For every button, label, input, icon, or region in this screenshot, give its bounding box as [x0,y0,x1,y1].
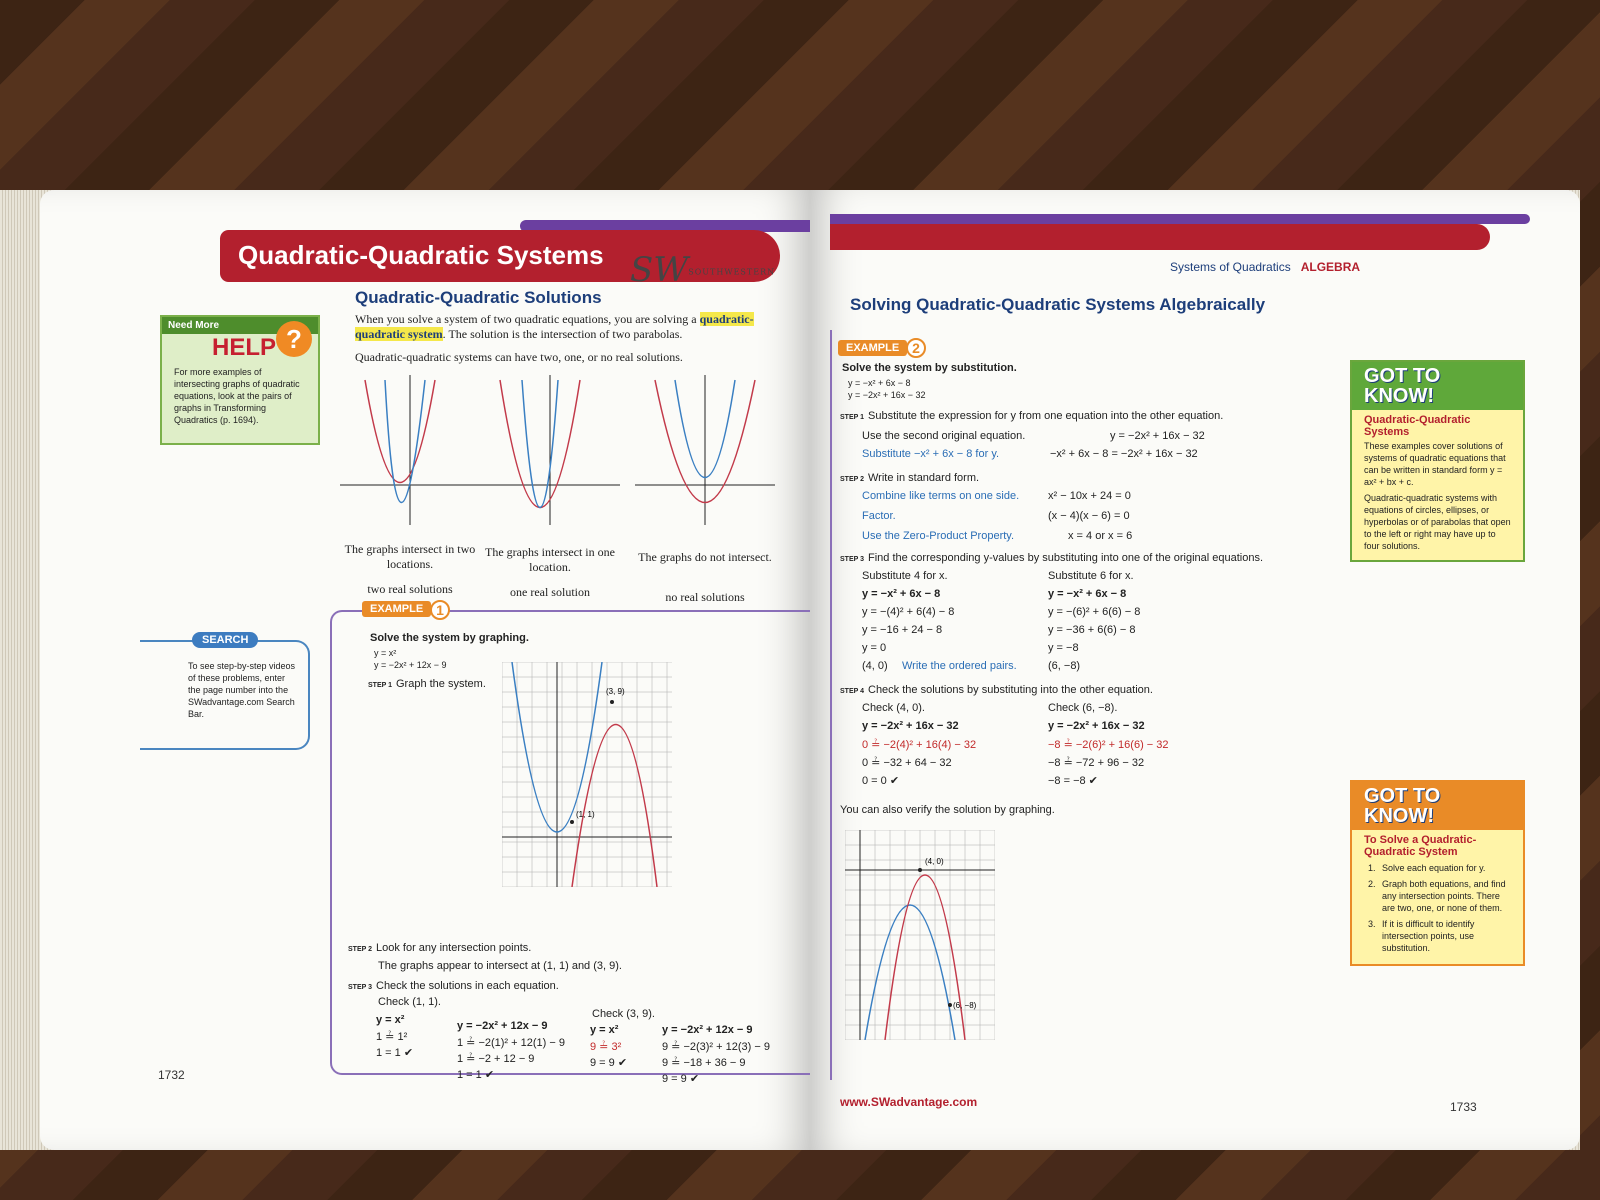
example-2-prompt: Solve the system by substitution. [842,362,1017,374]
example-1-graph [502,662,672,887]
page-number-left: 1732 [158,1068,185,1082]
s4l-4: 0 = 0 ✔ [862,775,900,787]
gtk1-title: Quadratic-Quadratic Systems [1364,414,1471,438]
ex2-step1: STEP 1 Substitute the expression for y from one equation into the other equation. [840,410,1224,422]
point-label-b: (3, 9) [606,687,625,696]
example-2-eq2: y = −2x² + 16x − 32 [848,390,926,400]
s3r-4: y = −8 [1048,642,1079,654]
s2-0-left: Combine like terms on one side. [862,490,1020,502]
example-1-eq2: y = −2x² + 12x − 9 [374,660,447,670]
s2-0-right: x² − 10x + 24 = 0 [1048,490,1131,502]
help-text: For more examples of intersecting graphs of quadratic equations, look at the pairs of graphs in Transforming Quadratics (p. 1694). [174,367,300,425]
example-1-step1: STEP 1 Graph the system. [368,678,486,690]
gtk2-item-2: 2. Graph both equations, and find any intersection points. There are two, one, or none of them. [1378,876,1511,916]
intro-text-2: Quadratic-quadratic systems can have two, one, or no real solutions. [355,350,683,364]
example-1-step3: STEP 3 Check the solutions in each equation. [348,980,559,992]
verify-text: You can also verify the solution by graphing. [840,804,1055,816]
graph-sub-1: two real solutions [367,582,453,596]
gtk1-p1: These examples cover solutions of systems of quadratic equations that can be written in standard form y = ax² + bx + c. [1364,441,1506,487]
s1b-left: Substitute −x² + 6x − 8 for y. [862,448,1000,460]
ex2-step3: STEP 3 Find the corresponding y-values by substituting into one of the original equations. [840,552,1264,564]
c2a-1: 9 ≟ 3² [590,1041,622,1053]
s2-1-right: (x − 4)(x − 6) = 0 [1048,510,1130,522]
section-title: Quadratic-Quadratic Solutions [355,288,602,307]
s3r-1: y = −x² + 6x − 8 [1048,588,1127,600]
help-title: HELP [212,334,277,361]
got-to-know-box-2 [1350,780,1525,966]
example-2-graph [845,830,995,1040]
running-header: Systems of Quadratics ALGEBRA [1170,260,1361,274]
c2a-2: 9 = 9 ✔ [590,1057,628,1069]
ex2-point-a: (4, 0) [925,857,944,866]
example-1-step2: STEP 2 Look for any intersection points. [348,942,532,954]
right-page-title: Solving Quadratic-Quadratic Systems Algebraically [850,295,1266,314]
c1b-1: 1 ≟ −2(1)² + 12(1) − 9 [457,1037,565,1049]
c1b-0: y = −2x² + 12x − 9 [457,1020,548,1032]
ex2-step4: STEP 4 Check the solutions by substituting into the other equation. [840,684,1153,696]
search-text: To see step-by-step videos of these problems, enter the page number into the SWadvantage.com Search Bar. [188,661,296,719]
s3l-3: y = −16 + 24 − 8 [862,624,943,636]
left-page [40,190,810,1150]
example-2-tag: EXAMPLE [838,340,907,356]
c2b-3: 9 = 9 ✔ [662,1073,700,1085]
s1a-right: y = −2x² + 16x − 32 [1110,430,1205,442]
c2a-0: y = x² [590,1024,619,1036]
s4r-1: y = −2x² + 16x − 32 [1048,720,1145,732]
graph-sub-3: no real solutions [665,590,745,604]
s3l-5: (4, 0) [862,660,888,672]
s3r-3: y = −36 + 6(6) − 8 [1048,624,1136,636]
right-header-stripe-purple [830,214,1530,224]
example-1-box [330,602,810,1085]
ex2-point-b: (6, −8) [953,1001,977,1010]
example-2-number: 2 [906,338,926,358]
graph-caption-2: The graphs intersect in one location. [485,545,615,574]
graph-no-solutions [635,375,775,525]
gtk2-list [1352,860,1523,964]
website-url[interactable]: www.SWadvantage.com [840,1095,978,1109]
s2-2-left: Use the Zero-Product Property. [862,530,1015,542]
c1a-1: 1 ≟ 1² [376,1031,408,1043]
help-header: Need More [162,317,318,334]
graph-sub-2: one real solution [510,585,590,599]
example-2-eq1: y = −x² + 6x − 8 [848,378,911,388]
got-to-know-box-1 [1350,360,1525,562]
c2b-1: 9 ≟ −2(3)² + 12(3) − 9 [662,1041,770,1053]
s1b-right: −x² + 6x − 8 = −2x² + 16x − 32 [1050,448,1198,460]
c1b-2: 1 ≟ −2 + 12 − 9 [457,1053,535,1065]
point-label-a: (1, 1) [576,810,595,819]
gtk2-item-1: 1. Solve each equation for y. [1378,860,1511,876]
s4r-0: Check (6, −8). [1048,702,1118,714]
search-tag: SEARCH [192,632,258,648]
example-1-step2b: The graphs appear to intersect at (1, 1) and (3, 9). [378,960,622,972]
ex2-step2: STEP 2 Write in standard form. [840,472,980,484]
gtk2-title: To Solve a Quadratic-Quadratic System [1364,834,1477,858]
graph-caption-3: The graphs do not intersect. [638,550,772,564]
s4l-2: 0 ≟ −2(4)² + 16(4) − 32 [862,739,977,751]
open-book [40,190,1580,1150]
check-1: Check (1, 1). [378,996,441,1008]
example-tag: EXAMPLE [362,601,431,617]
check-2: Check (3, 9). [592,1008,655,1020]
s2-1-left: Factor. [862,510,896,522]
c1a-2: 1 = 1 ✔ [376,1047,414,1059]
page-title: Quadratic-Quadratic Systems [238,240,604,270]
need-more-help-box [160,315,320,445]
graph-one-solution [480,375,620,525]
s3r-5: (6, −8) [1048,660,1081,672]
s3l-2: y = −(4)² + 6(4) − 8 [862,606,955,618]
gtk1-p2: Quadratic-quadratic systems with equations of circles, ellipses, or hyperbolas or of parabolas that open to the left or right may have up to four solutions. [1364,493,1511,551]
publisher-logo: SWSOUTHWESTERN [630,250,776,290]
s4r-2: −8 ≟ −2(6)² + 16(6) − 32 [1048,739,1169,751]
c1b-3: 1 = 1 ✔ [457,1069,495,1081]
intro-text: When you solve a system of two quadratic equations, you are solving a quadratic-quadratic system. The solution is the intersection of two parabolas. [355,312,754,341]
graph-caption-1: The graphs intersect in two locations. [344,542,476,571]
gtk2-heading: GOT TO KNOW! [1352,782,1523,830]
c2b-0: y = −2x² + 12x − 9 [662,1024,753,1036]
s4l-3: 0 ≟ −32 + 64 − 32 [862,757,952,769]
page-number-right: 1733 [1450,1100,1477,1114]
gtk1-heading: GOT TO KNOW! [1352,362,1523,410]
s3r-2: y = −(6)² + 6(6) − 8 [1048,606,1141,618]
highlighted-term: quadratic-quadratic system [355,312,754,341]
question-mark-icon: ? [276,321,312,357]
example-number: 1 [430,600,450,620]
search-box [140,634,310,750]
s4r-3: −8 ≟ −72 + 96 − 32 [1048,757,1145,769]
c1a-0: y = x² [376,1014,405,1026]
s4l-1: y = −2x² + 16x − 32 [862,720,959,732]
s4l-0: Check (4, 0). [862,702,925,714]
example-1-eq1: y = x² [374,648,397,658]
right-page [810,190,1580,1150]
example-1-prompt: Solve the system by graphing. [370,632,529,644]
graph-two-solutions [340,375,480,525]
s3l-1: y = −x² + 6x − 8 [862,588,941,600]
gtk2-item-3: 3. If it is difficult to identify intersection points, use substitution. [1378,916,1511,956]
s3r-0: Substitute 6 for x. [1048,570,1134,582]
s2-2-right: x = 4 or x = 6 [1068,530,1133,542]
s1a-left: Use the second original equation. [862,430,1026,442]
s3-mid: Write the ordered pairs. [902,660,1017,672]
s4r-4: −8 = −8 ✔ [1048,775,1098,787]
s3l-0: Substitute 4 for x. [862,570,948,582]
right-header-stripe-red [830,224,1490,250]
s3l-4: y = 0 [862,642,887,654]
c2b-2: 9 ≟ −18 + 36 − 9 [662,1057,746,1069]
